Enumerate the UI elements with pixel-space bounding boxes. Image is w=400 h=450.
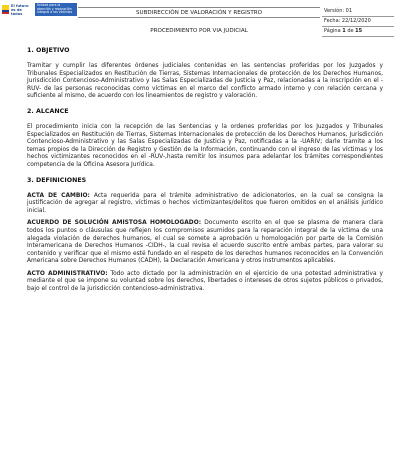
definition-item <box>27 271 383 294</box>
section-text-objetivo: Tramitar y cumplir las diferentes órdenes judiciales contenidas en las sentencias proferidas por los Juzgados y Tribunales Especializados en Restitución de Tierras, Sistemas Internacionales de protección de los Derechos Humanos, Jurisdicción Contencioso-Administrativo y las Salas Especializadas de Justicia y Paz, relacionadas a la inscripción en el -RUV- de las personas reconocidas como víctimas en el marco del conflicto armado interno y con relación cercana y suficiente al mismo, de acuerdo con los lineamientos de registro y valoración. <box>27 63 383 100</box>
header-page-info <box>322 27 394 37</box>
definition-item <box>27 220 383 266</box>
definition-term: ACUERDO DE SOLUCIÓN AMISTOSA HOMOLOGADO: <box>27 220 202 227</box>
header-subtitle: PROCEDIMIENTO POR VIA JUDICIAL <box>150 28 248 34</box>
section-heading-definiciones: 3. DEFINICIONES <box>27 176 87 184</box>
definition-term: ACTA DE CAMBIO: <box>27 192 90 199</box>
definition-text: Acta requerida para el trámite administrativo de adicionatorios, en la cual se consigna la justificación de agregar al registro, víctimas o hechos victimizantes/delitos que fueron omitidos en el análisis jurídico inicial. <box>27 192 383 214</box>
header-title-block <box>78 7 320 37</box>
header-date: Fecha: 22/12/2020 <box>322 17 394 27</box>
document-body <box>27 46 383 294</box>
definition-text: Documento escrito en el que se plasma de manera clara todos los puntos o cláusulas que reflejen los compromisos asumidos para la reparación integral de la víctima de una alegada violación de derechos humanos, el cual se somete a aprobación u homologación por parte de la Comisión Interamericana de Derechos Humanos -CIDH-, la cual revisa el acuerdo suscrito entre ambas partes, para valorar su contenido y verificar que el mismo esté fundado en el respeto de los derechos humanos reconocidos en la Convención Americana sobre Derechos Humanos (CADH), la Declaración Americana y otros instrumentos aplicables. <box>27 220 383 265</box>
page-prefix: Página <box>324 28 341 34</box>
header-title: SUBDIRECCIÓN DE VALORACIÓN Y REGISTRO <box>78 7 320 18</box>
header-meta <box>322 7 394 37</box>
section-text-alcance: El procedimiento inicia con la recepción de las Sentencias y la ordenes proferidas por los Juzgados y Tribunales Especializados en Restitución de Tierras, Sistemas Internacionales de protección de los Derechos Humanos, Jurisdicción Contencioso-Administrativo y las Salas Especializadas de Justicia y Paz, notificadas a la -UARIV; darle tramite a los temas propios de la Dirección de Registro y Gestión de la Información, continuando con el ingreso de las víctimas y los hechos victimizantes reconocidos en el -RUV-,hasta remitir los insumos para adelantar los trámites correspondientes competencia de la Oficina Asesora Jurídica. <box>27 123 383 168</box>
page-sep: de <box>347 28 354 34</box>
page-current: 1 <box>342 28 346 34</box>
definition-text: Todo acto dictado por la administración en el ejercicio de una potestad administrativa y mediante el que se impone su voluntad sobre los derechos, libertades o intereses de otros sujetos públicos o privados, bajo el control de la jurisdicción contencioso-administrativa. <box>27 270 383 293</box>
definition-term: ACTO ADMINISTRATIVO: <box>27 270 108 277</box>
logo-subtitle: Unidad para la atención y reparación integral a las víctimas <box>35 3 77 16</box>
page-total: 15 <box>355 28 363 34</box>
header-logo <box>2 2 78 17</box>
definition-item <box>27 193 383 216</box>
section-heading-objetivo: 1. OBJETIVO <box>27 47 70 54</box>
section-heading-alcance: 2. ALCANCE <box>27 107 69 115</box>
logo-text: El futuro es de todos <box>11 3 29 16</box>
header-version: Versión: 01 <box>322 7 394 17</box>
document-header <box>0 0 400 38</box>
colombia-flag-icon <box>2 5 9 14</box>
